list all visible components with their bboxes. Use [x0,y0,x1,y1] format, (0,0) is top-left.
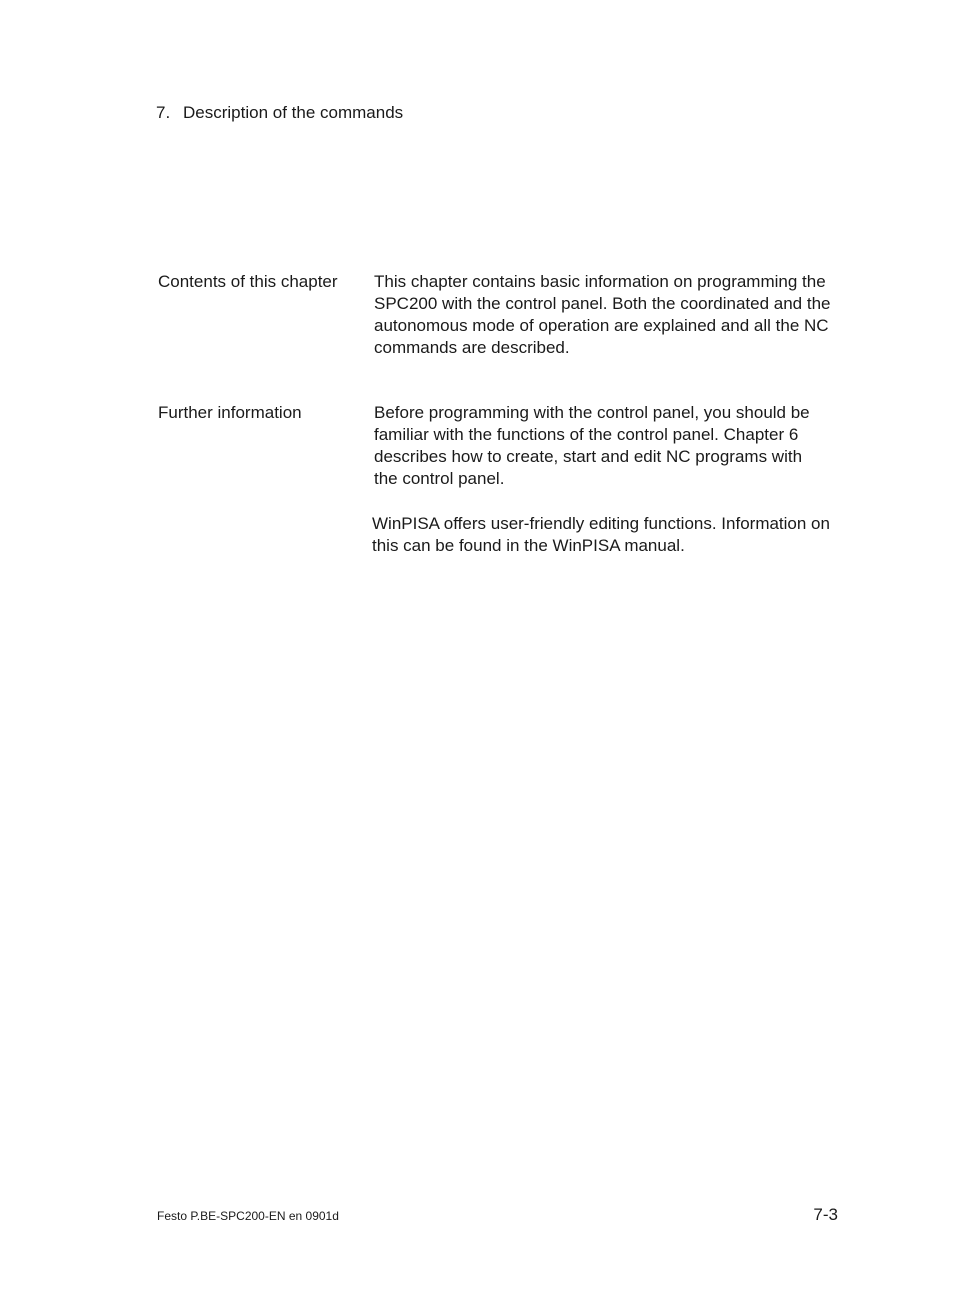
page-number: 7-3 [813,1205,838,1224]
text-line: this can be found in the WinPISA manual. [372,536,685,555]
text-line: WinPISA offers user-friendly editing functions. Information on [372,514,830,533]
text-line: the control panel. [374,469,505,488]
chapter-title: Description of the commands [183,103,404,122]
text-line: autonomous mode of operation are explained and all the NC [374,316,829,335]
running-header [156,102,403,124]
text-line: familiar with the functions of the control panel. Chapter 6 [374,425,799,444]
text-line: describes how to create, start and edit NC programs with [374,447,803,466]
text-line: commands are described. [374,338,570,357]
section-label: Contents of this chapter [158,272,338,291]
paragraph [372,513,844,557]
section-label: Further information [158,403,302,422]
footer-document-id: Festo P.BE-SPC200-EN en 0901d [157,1209,339,1223]
section-body [374,402,844,557]
paragraph [374,402,844,490]
section-body [374,271,844,359]
text-line: Before programming with the control panel, you should be [374,403,810,422]
text-line: SPC200 with the control panel. Both the coordinated and the [374,294,831,313]
paragraph [374,271,844,359]
chapter-number: 7. [156,103,171,122]
text-line: This chapter contains basic information on programming the [374,272,826,291]
